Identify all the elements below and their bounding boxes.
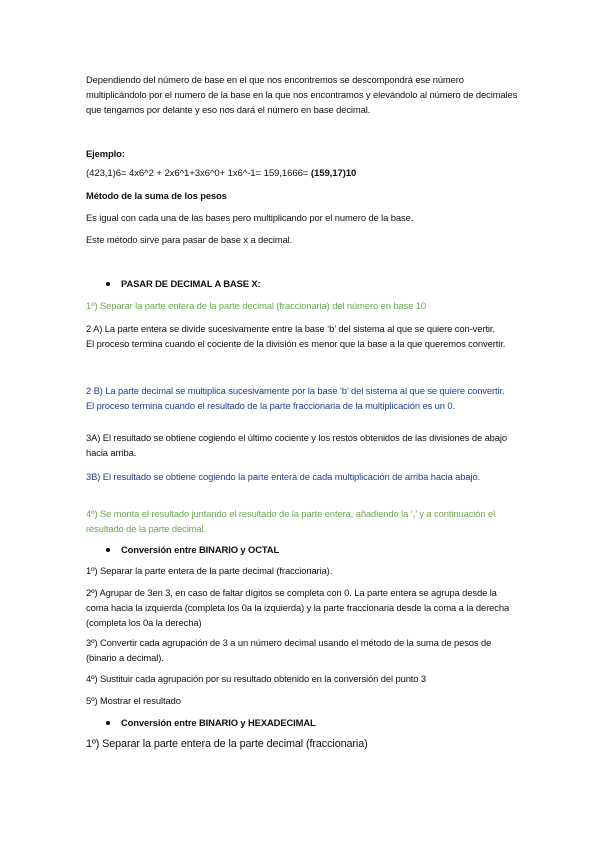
method-title: Método de la suma de los pesos <box>86 190 227 201</box>
step-3b: 3B) El resultado se obtiene cogiendo la parte entera de cada multiplicación de arriba hacia abajo. <box>86 471 481 482</box>
octal-step-3: 3º) Convertir cada agrupación de 3 a un número decimal usando el método de la suma de pesos de (binario a decimal). <box>86 637 492 664</box>
method-line-1: Es igual con cada una de las bases pero multiplicando por el numero de la base. <box>86 212 414 223</box>
step-1: 1º) Separar la parte entera de la parte decimal (fraccionaria) del número en base 10 <box>86 300 427 311</box>
step-2b: 2 B) La parte decimal se multiplica sucesivamente por la base ‘b’ del sistema al que se quiere convertir. El proceso termina cuando el resultado de la parte fraccionaria de la multiplicación es un 0. <box>86 385 505 412</box>
example-label: Ejemplo: <box>86 148 125 159</box>
octal-step-1: 1º) Separar la parte entera de la parte decimal (fraccionaria). <box>86 565 333 576</box>
formula-text: (423,1)6= 4x6^2 + 2x6^1+3x6^0+ 1x6^-1= 159,1666= <box>86 168 311 179</box>
intro-paragraph: Dependiendo del número de base en el que nos encontremos se descompondrá ese número multiplicándolo por el numero de la base en la que nos encontramos y elevándolo al número de decimales que tengamos por delante y eso nos dará el número en base decimal. <box>86 74 518 116</box>
bullet-binary-octal <box>106 542 279 557</box>
method-line-2: Este método sirve para pasar de base x a decimal. <box>86 234 293 245</box>
example-formula <box>86 166 356 181</box>
bullet-label: Conversión entre BINARIO y HEXADECIMAL <box>121 717 316 728</box>
bullet-decimal-to-base <box>106 276 261 291</box>
octal-step-2: 2º) Agrupar de 3en 3, en caso de faltar dígitos se completa con 0. La parte entera se agrupa desde la coma hacia la izquierda (completa los 0a la izquierda) y la parte fraccionaria desde la coma a la derecha (completa los 0a la derecha) <box>86 587 510 629</box>
bullet-dot-icon <box>106 282 110 286</box>
formula-result: (159,17)10 <box>310 168 357 179</box>
bullet-dot-icon <box>106 721 110 725</box>
step-4: 4º) Se monta el resultado juntando el resultado de la parte entera, añadiendo la ‘,’ y a continuación el resultado de la parte decimal. <box>86 508 496 535</box>
bullet-label: PASAR DE DECIMAL A BASE X: <box>121 278 261 289</box>
bullet-dot-icon <box>106 548 110 552</box>
octal-step-5: 5º) Mostrar el resultado <box>86 695 181 706</box>
bullet-label: Conversión entre BINARIO y OCTAL <box>121 544 280 555</box>
octal-step-4: 4º) Sustituir cada agrupación por su resultado obtenido en la conversión del punto 3 <box>86 673 427 684</box>
bullet-binary-hex <box>106 715 316 730</box>
hex-step-1: 1º) Separar la parte entera de la parte decimal (fraccionaria) <box>86 738 368 750</box>
step-2a: 2 A) La parte entera se divide sucesivamente entre la base ‘b’ del sistema al que se quiere con-vertir. El proceso termina cuando el cociente de la división es menor que la base a la que queremos convertir. <box>86 323 506 350</box>
step-3a: 3A) El resultado se obtiene cogiendo el último cociente y los restos obtenidos de las divisiones de abajo hacia arriba. <box>86 432 508 459</box>
